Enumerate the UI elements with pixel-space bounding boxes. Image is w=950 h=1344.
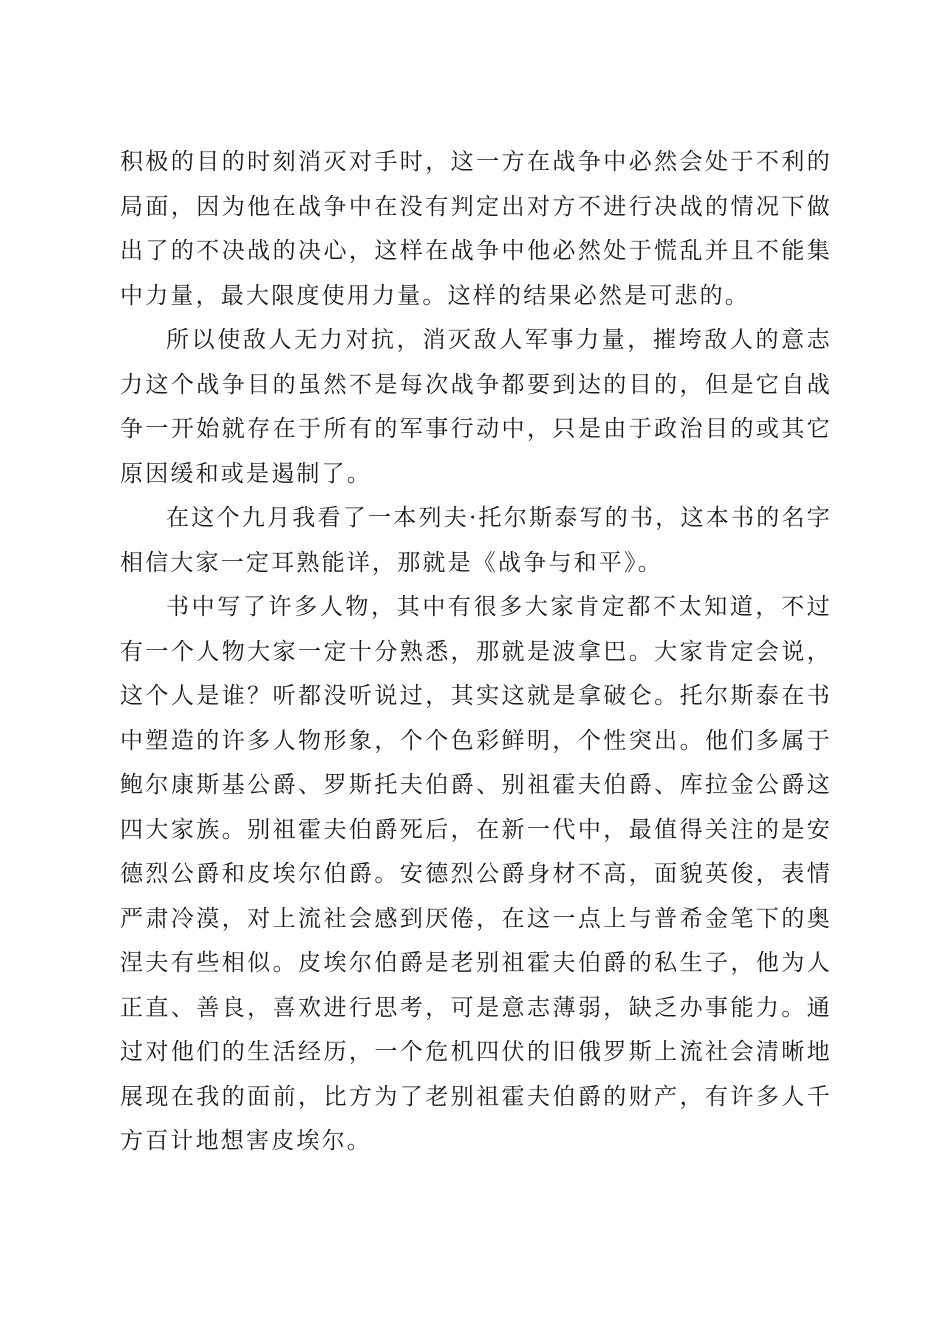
paragraph-war-aim-continuation: 积极的目的时刻消灭对手时，这一方在战争中必然会处于不利的局面，因为他在战争中在没有判定出对方不进行决战的情况下做出了的不决战的决心，这样在战争中他必然处于慌乱并且不能集中力量，最大限度使用力量。这样的结果必然是可悲的。 <box>120 149 832 309</box>
paragraph-book-intro: 在这个九月我看了一本列夫·托尔斯泰写的书，这本书的名字相信大家一定耳熟能详，那就是《战争与和平》。 <box>120 505 832 576</box>
document-page <box>120 140 832 1164</box>
paragraph-war-aim-summary: 所以使敌人无力对抗，消灭敌人军事力量，摧垮敌人的意志力这个战争目的虽然不是每次战争都要到达的目的，但是它自战争一开始就存在于所有的军事行动中，只是由于政治目的或其它原因缓和或是遏制了。 <box>120 327 832 487</box>
paragraph-characters: 书中写了许多人物，其中有很多大家肯定都不太知道，不过有一个人物大家一定十分熟悉，那就是波拿巴。大家肯定会说，这个人是谁？听都没听说过，其实这就是拿破仑。托尔斯泰在书中塑造的许多人物形象，个个色彩鲜明，个性突出。他们多属于鲍尔康斯基公爵、罗斯托夫伯爵、别祖霍夫伯爵、库拉金公爵这四大家族。别祖霍夫伯爵死后，在新一代中，最值得关注的是安德烈公爵和皮埃尔伯爵。安德烈公爵身材不高，面貌英俊，表情严肃冷漠，对上流社会感到厌倦，在这一点上与普希金笔下的奥涅夫有些相似。皮埃尔伯爵是老别祖霍夫伯爵的私生子，他为人正直、善良，喜欢进行思考，可是意志薄弱，缺乏办事能力。通过对他们的生活经历，一个危机四伏的旧俄罗斯上流社会清晰地展现在我的面前，比方为了老别祖霍夫伯爵的财产，有许多人千方百计地想害皮埃尔。 <box>120 594 832 1154</box>
